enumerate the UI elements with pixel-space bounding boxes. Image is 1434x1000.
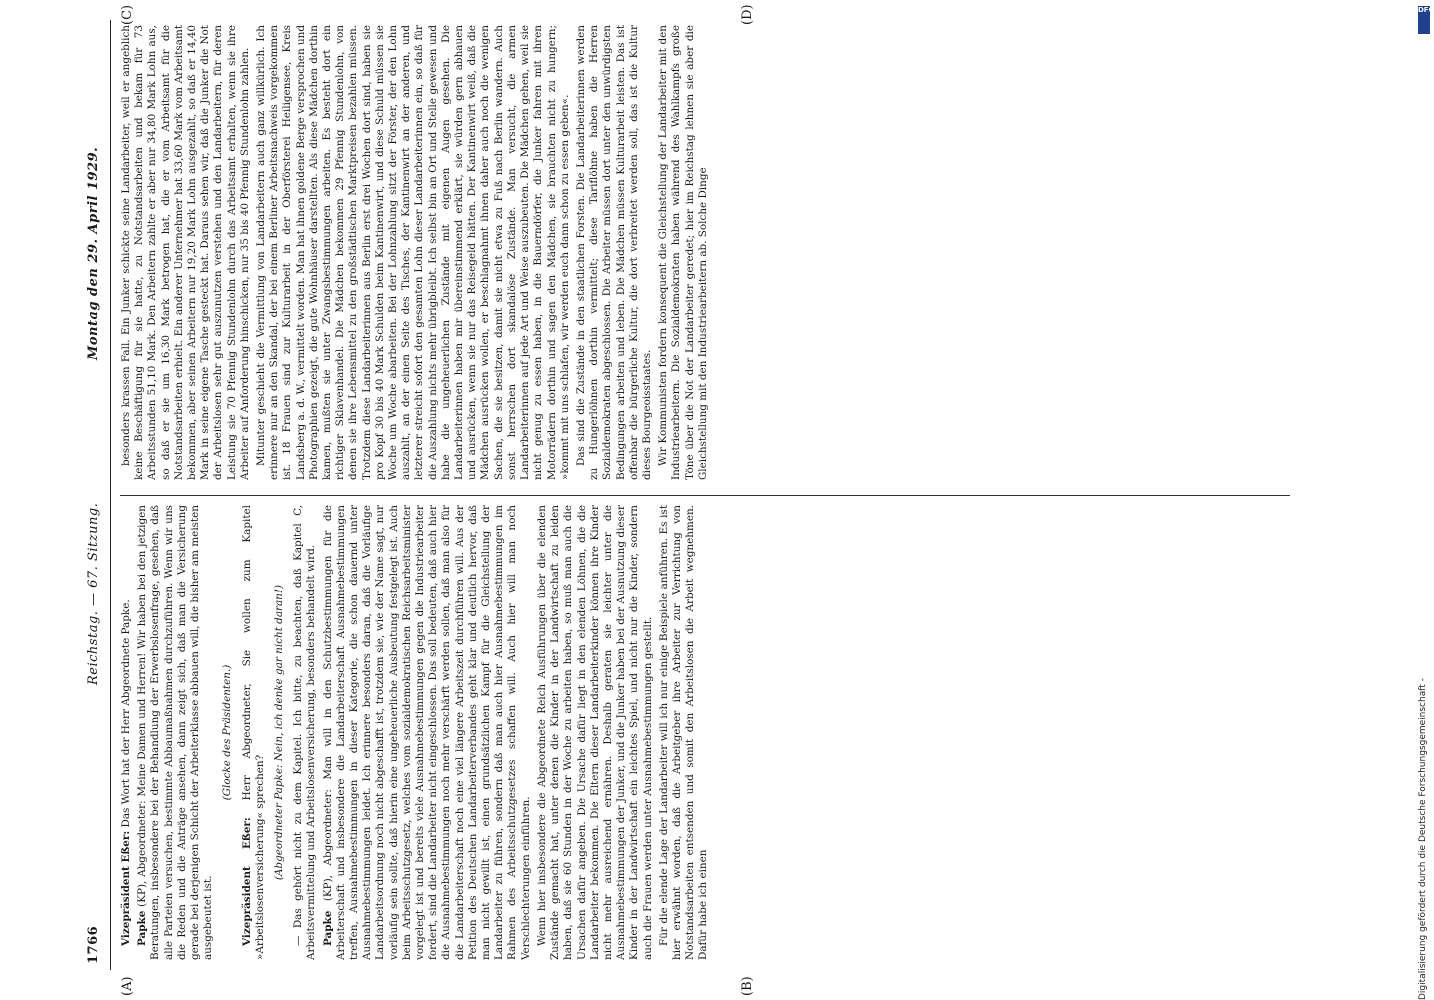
margin-marker-b: (B): [740, 976, 755, 996]
paragraph-text: Herr Abgeordneter, Sie wollen zum Kapitel »Arbeitslosenversicherung« sprechen?: [240, 505, 266, 960]
speaker-name: Vizepräsident Eßer:: [120, 830, 132, 946]
paragraph: [120, 25, 252, 480]
page-header: [80, 0, 110, 1000]
paragraph: [536, 505, 655, 960]
speaker-name: Papke: [136, 910, 149, 946]
paragraph-text: (KP), Abgeordneter: Meine Damen und Herren! Wir haben bei den jetzigen Beratungen, insbesondere bei der Behandlung der Erwerbslosenfrage, gesehen, daß alle Parteien versuchen, bestimmte Abbaumaßnahmen durchzuführen. Wenn wir uns die Reden und die Anträge ansehen, dann zeigt sich, daß man die Versicherung gerade bei derjenigen Schicht der Arbeiterklasse abbauen will, die bisher am meisten ausgebeutet ist.: [136, 505, 215, 960]
speaker-name: Papke: [321, 910, 334, 946]
paragraph: [255, 25, 572, 480]
paragraph: [322, 505, 533, 960]
session-date: Montag den 29. April 1929.: [86, 146, 101, 360]
paragraph: [658, 505, 711, 960]
digitization-credit: [1416, 0, 1434, 1000]
header-rule: [110, 20, 111, 970]
margin-marker-a: (A): [120, 976, 135, 996]
margin-marker-c: (C): [120, 4, 135, 25]
paragraph-text: Wenn hier insbesondere die Abgeordnete Reich Ausführungen über die elenden Zustände gemacht hat, unter denen die Kinder in der Landwirtschaft zu leiden haben, daß sie 60 Stunden in der Woche zu arbeiten haben, so muß man auch die Ursachen dafür angeben. Die Ursache dafür liegt in den elenden Löhnen, die die Landarbeiter bekommen. Die Eltern dieser Landarbeiterkinder können ihre Kinder nicht mehr ausreichend ernähren. Deshalb geraten sie leichter unter die Ausnahmebestimmungen der Junker, und die Junker haben bei der Ausnutzung dieser Kinder in der Landwirtschaft ein leichtes Spiel, und nicht nur die Kinder, sondern auch die Frauen werden unter Ausnahmebestimmungen gestellt.: [535, 505, 654, 960]
credit-text: Digitalisierung gefördert durch die Deutsche Forschungsgemeinschaft -: [1418, 678, 1428, 1000]
paragraph: (Glocke des Präsidenten.): [221, 664, 234, 801]
paragraph: (Abgeordneter Papke: Nein, ich denke gar nicht daran!): [273, 584, 286, 881]
paragraph-text: (KP), Abgeordneter: Man will in den Schutzbestimmungen für die Arbeiterschaft und insbesondere die Landarbeiterschaft Ausnahmebestimmungen treffen, Ausnahmebestimmungen in dieser Kategorie, die schon dauernd unter Ausnahmebestimmungen leidet. Ich erinnere besonders daran, daß die Vorläufige Landarbeitsordnung noch nicht abgeschafft ist, trotzdem sie, wie der Name sagt, nur vorläufig sein sollte, daß hierin eine ungeheuerliche Ausbeutung festgelegt ist. Auch beim Arbeitsschutzgesetz, welches vom sozialdemokratischen Reichsarbeitsminister vorgelegt ist und bereits viele Ausnahmebestimmungen gegen die Industriearbeiter fordert, sind die Landarbeiter nicht eingeschlossen. Das soll bedeuten, daß auch hier die Ausnahmebestimmungen noch mehr verschärft werden sollen, daß man also für die Landarbeiterschaft noch eine viel längere Arbeitszeit durchführen will. Aus der Petition des Deutschen Landarbeiterverbandes geht klar und deutlich hervor, daß man nicht gewillt ist, einen grundsätzlichen Kampf für die Gleichstellung der Landarbeiter zu führen, sondern daß man auch hier Ausnahmebestimmungen im Rahmen des Arbeitsschutzgesetzes schaffen will. Auch hier will man noch Verschlechterungen einführen.: [321, 505, 532, 960]
paragraph: [136, 505, 215, 960]
paragraph: [657, 25, 710, 480]
paragraph: [575, 25, 654, 480]
column-divider: [120, 495, 1290, 496]
dfg-logo: DFG: [1418, 6, 1430, 34]
margin-marker-d: (D): [740, 4, 755, 25]
speaker-name: Vizepräsident Eßer:: [240, 817, 253, 946]
paragraph-text: Für die elende Lage der Landarbeiter will ich nur einige Beispiele anführen. Es ist hier erwähnt worden, daß die Arbeitgeber ihre Arbeiter zur Verrichtung von Notstandsarbeiten entsenden und somit den Arbeitslosen die Arbeit wegnehmen. Dafür habe ich einen: [657, 505, 710, 960]
paragraph-text: — Das gehört nicht zu dem Kapitel. Ich bitte, zu beachten, daß Kapitel C, Arbeitsvermittelung und Arbeitslosenversicherung, besonders behandelt wird.: [292, 505, 318, 960]
paragraph-text: Das Wort hat der Herr Abgeordnete Papke.: [120, 599, 132, 831]
page-number: 1766: [86, 925, 101, 964]
paragraph-text: Wir Kommunisten fordern konsequent die Gleichstellung der Landarbeiter mit den Industriearbeitern. Die Sozialdemokraten haben während des Wahlkampfs große Töne über die Not der Landarbeiter geredet; hier im Reichstag lehnen sie aber die Gleichstellung mit den Industriearbeitern ab. Solche Dinge: [657, 25, 709, 480]
paragraph-text: Mitunter geschieht die Vermittlung von Landarbeitern auch ganz willkürlich. Ich erinnere nur an den Skandal, der bei einem Berliner Arbeitsnachweis vorgekommen ist. 18 Frauen sind zur Kulturarbeit in der Oberförsterei Heiligensee, Kreis Landsberg a. d. W., vermittelt worden. Man hat ihnen goldene Berge versprochen und Photographien gezeigt, die gute Wohnhäuser darstellten. Als diese Mädchen dorthin kamen, mußten sie unter Zwangsbestimmungen arbeiten. Es besteht dort ein richtiger Sklavenhandel. Die Mädchen bekommen 29 Pfennig Stundenlohn, von denen sie ihre Lebensmittel zu den großstädtischen Marktpreisen bezahlen müssen. Trotzdem diese Landarbeiterinnen aus Berlin erst drei Wochen dort sind, haben sie pro Kopf 30 bis 40 Mark Schulden beim Kantinenwirt, und diese Schuld müssen sie Woche um Woche abarbeiten. Bei der Lohnzahlung sitzt der Förster, der den Lohn auszahlt, an der einen Seite des Tisches, der Kantinenwirt an der anderen, und letzterer streicht sofort den gesamten Lohn dieser Landarbeiterinnen ein, so daß für die Auszahlung nichts mehr übrigbleibt. Ich selbst bin an Ort und Stelle gewesen und habe die ungeheuerlichen Zustände mit eigenen Augen gesehen. Die Landarbeiterinnen haben mir übereinstimmend erklärt, sie würden gern abhauen und ausrücken, wenn sie nur das Reisegeld hätten. Der Kantinenwirt weiß, daß die Mädchen ausrücken wollen, er beschlagnahmt ihnen daher auch noch die wenigen Sachen, die sie besitzen, damit sie nicht etwa zu Fuß nach Berlin wandern. Auch sonst herrschen dort skandalöse Zustände. Man versucht, die armen Landarbeiterinnen auf jede Art und Weise auszubeuten. Die Mädchen gehen, weil sie nicht genug zu essen haben, in die Bauerndörfer, die Junker fahren mit ihren Motorrädern dorthin und sagen den Mädchen, sie brauchten nicht zu hungern; »kommt mit uns schlafen, wir werden euch dann schon zu essen geben«.: [255, 25, 571, 480]
paragraph: [120, 505, 133, 960]
running-title: Reichstag. — 67. Sitzung.: [86, 502, 101, 685]
document-page: [80, 0, 1310, 1000]
paragraph: [292, 505, 318, 960]
paragraph: [241, 505, 267, 960]
paragraph-text: besonders krassen Fall. Ein Junker schickte seine Landarbeiter, weil er angeblich keine Beschäftigung für sie hatte, zu Notstandsarbeiten und bekam für 73 Arbeitsstunden 51,10 Mark. Den Arbeitern zahlte er aber nur 34,80 Mark Lohn aus, so daß er sie um 16,30 Mark betrogen hat, die er vom Arbeitsamt für die Notstandsarbeiten erhielt. Ein anderer Unternehmer hat 33,60 Mark vom Arbeitsamt bekommen, aber seinen Arbeitern nur 19,20 Mark Lohn ausgezahlt, so daß er 14,40 Mark in seine eigene Tasche gesteckt hat. Daraus sehen wir, daß die Junker die Not der Arbeitslosen sehr gut auszunutzen verstehen und den Landarbeitern, für deren Leistung sie 70 Pfennig Stundenlohn durch das Arbeitsamt erhalten, wenn sie ihre Arbeiter auf Anforderung hinschicken, nur 35 bis 40 Pfennig Stundenlohn zahlen.: [120, 25, 251, 480]
paragraph-text: Das sind die Zustände in den staatlichen Forsten. Die Landarbeiterinnen werden zu Hungerlöhnen dorthin vermittelt; diese Tariflöhne haben die Herren Sozialdemokraten abgeschlossen. Die Arbeiter müssen dort unter den unwürdigsten Bedingungen arbeiten und leben. Die Mädchen müssen Kulturarbeit leisten. Das ist offenbar die bürgerliche Kultur, die dort verbreitet werden soll, das ist die Kultur dieses Bourgeoisstaates.: [574, 25, 653, 480]
left-column: [120, 505, 714, 960]
right-column: [120, 25, 713, 480]
